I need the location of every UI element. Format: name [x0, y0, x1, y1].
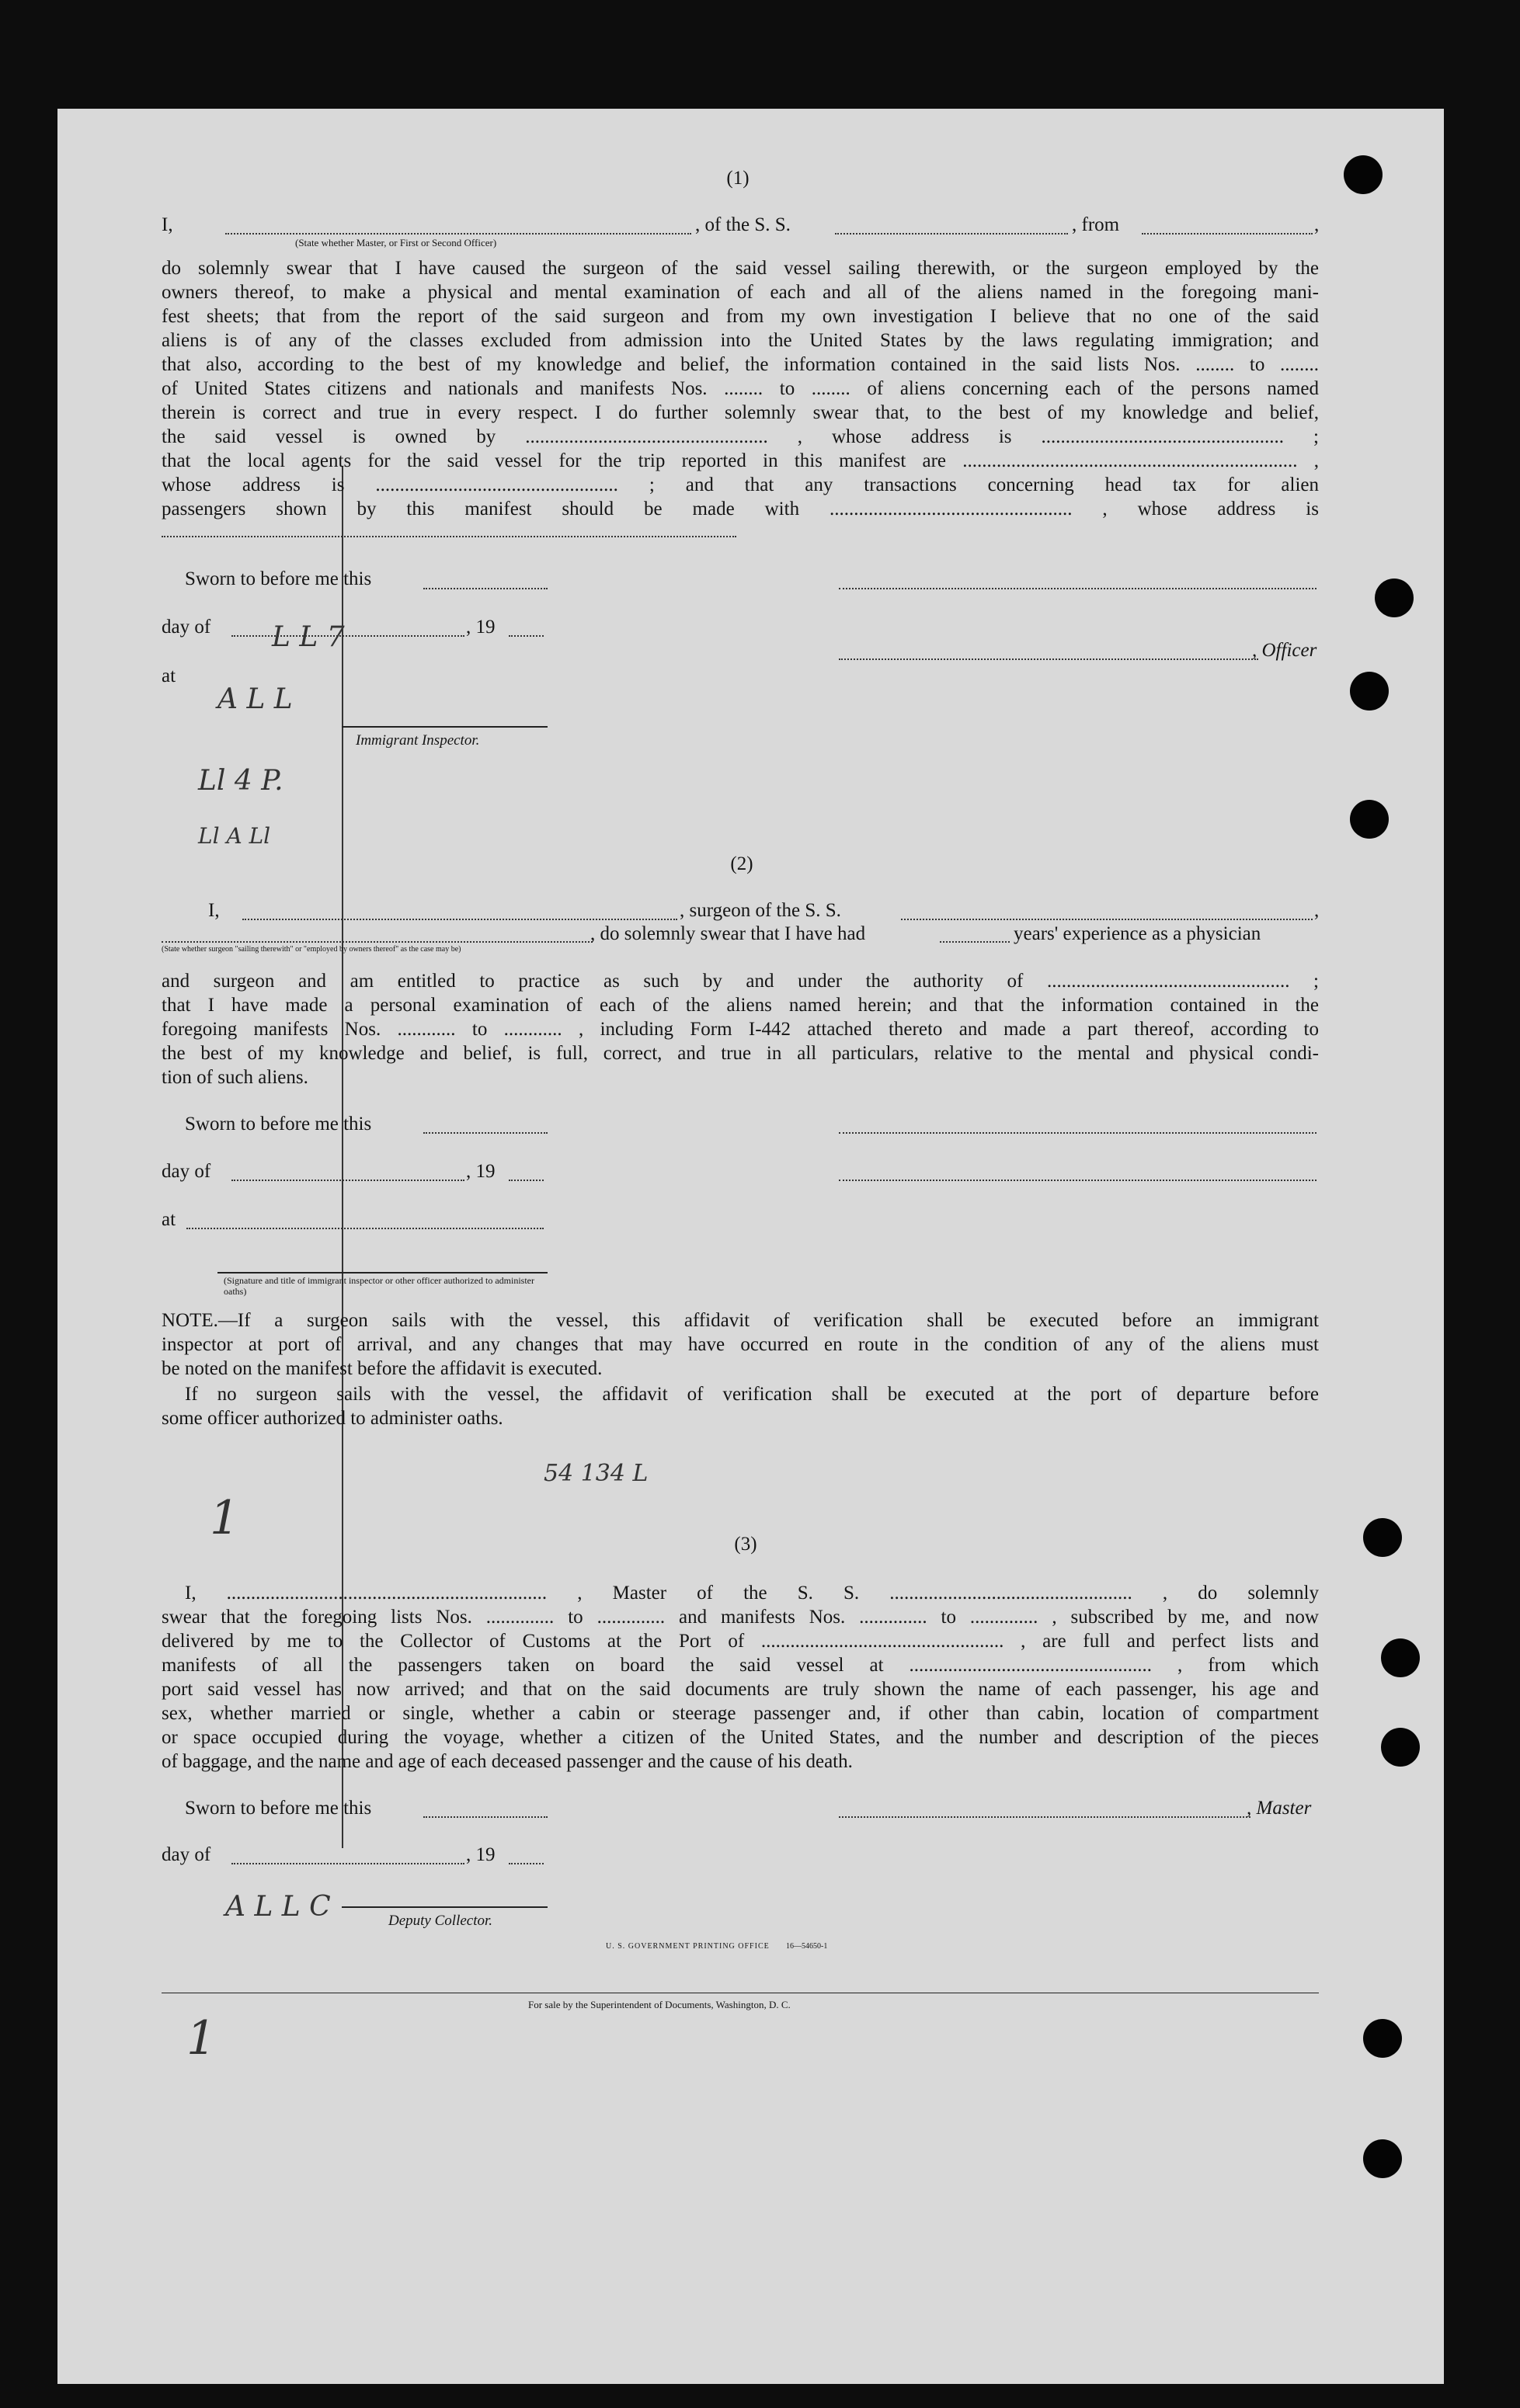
affidavit3-line: manifests of all the passengers taken on board the said vessel at .................................................. , from which — [162, 1655, 1319, 1676]
surgeon-status-blank[interactable] — [162, 941, 593, 943]
affidavit2-comma: , — [1314, 900, 1320, 921]
affidavit1-line: that also, according to the best of my knowledge and belief, the information contained in the said lists Nos. ........ to ........ — [162, 354, 1319, 375]
year-label: , 19 — [466, 1844, 496, 1865]
form-code: 16—54650-1 — [786, 1942, 828, 1951]
handwritten-note: Ll A Ll — [198, 823, 271, 849]
surgeon-vessel-blank[interactable] — [901, 919, 1313, 920]
affidavit3-line: delivered by me to the Collector of Customs at the Port of .................................................. , are full and perfect lists and — [162, 1631, 1319, 1652]
section-number-1: (1) — [726, 168, 750, 189]
handwritten-note: 1 — [186, 2011, 217, 2066]
officer-signature-line — [217, 1272, 548, 1273]
affidavit1-line: aliens is of any of the classes excluded from admission into the United States by the laws regulating immigration; and — [162, 330, 1319, 351]
officer-signature-blank[interactable] — [839, 588, 1317, 589]
affidavit3-line: or space occupied during the voyage, whether a citizen of the United States, and the number and description of the pieces — [162, 1727, 1319, 1748]
vessel-name-blank[interactable] — [835, 233, 1068, 235]
affidavit1-from: , from — [1072, 214, 1120, 235]
sworn-date-blank[interactable] — [423, 588, 548, 589]
master-label: , Master — [1247, 1798, 1312, 1819]
binder-hole — [1375, 579, 1414, 617]
sworn-date-blank[interactable] — [423, 1132, 548, 1134]
affidavit2-line: tion of such aliens. — [162, 1067, 308, 1088]
handwritten-note: 1 — [210, 1491, 240, 1545]
from-port-blank[interactable] — [1142, 233, 1313, 235]
binder-hole — [1363, 2019, 1402, 2058]
inspector-note: (Signature and title of immigrant inspector or other officer authorized to administer oaths) — [224, 1275, 534, 1297]
binder-hole — [1344, 155, 1383, 194]
inspector-title: Immigrant Inspector. — [356, 732, 480, 749]
sworn-date-blank[interactable] — [423, 1816, 548, 1818]
affidavit3-line: port said vessel has now arrived; and that on the said documents are truly shown the name of each passenger, his age and — [162, 1679, 1319, 1700]
officer-title-blank[interactable] — [839, 658, 1258, 660]
month-blank[interactable] — [231, 1863, 464, 1864]
day-of-label: day of — [162, 1844, 211, 1865]
year-label: , 19 — [466, 1161, 496, 1182]
handwritten-note: Ll 4 P. — [198, 765, 283, 797]
affidavit1-ss: , of the S. S. — [695, 214, 791, 235]
handwritten-note: L L 7 — [272, 621, 345, 653]
sale-notice: For sale by the Superintendent of Documents, Washington, D. C. — [528, 1999, 791, 2010]
affidavit1-line: owners thereof, to make a physical and mental examination of each and all of the aliens named in the foregoing mani- — [162, 282, 1319, 303]
affidavit1-line: whose address is .................................................. ; and that any transactions concerning head tax for alien — [162, 474, 1319, 495]
surgeon-note: (State whether surgeon "sailing therewith" or "employed by owners thereof" as the case may be) — [162, 945, 461, 954]
binder-hole — [1350, 672, 1389, 711]
collector-signature-line — [342, 1906, 548, 1908]
affidavit3-line: of baggage, and the name and age of each deceased passenger and the cause of his death. — [162, 1751, 853, 1772]
year-blank[interactable] — [509, 635, 544, 637]
affidavit1-line: do solemnly swear that I have caused the surgeon of the said vessel sailing therewith, or the surgeon employed by the — [162, 258, 1319, 279]
affidavit1-line: therein is correct and true in every respect. I do further solemnly swear that, to the best of my knowledge and belief, — [162, 402, 1319, 423]
note-line: be noted on the manifest before the affidavit is executed. — [162, 1358, 603, 1379]
handwritten-note: 54 134 L — [544, 1460, 649, 1487]
sworn-label: Sworn to before me this — [185, 1114, 372, 1135]
affidavit3-line: swear that the foregoing lists Nos. .............. to .............. and manifests Nos. .............. to .............. , subscribed by me, and now — [162, 1607, 1319, 1628]
affidavit1-line: the said vessel is owned by .................................................. , whose address is .................................................. ; — [162, 426, 1319, 447]
surgeon-signature-blank[interactable] — [839, 1132, 1317, 1134]
month-blank[interactable] — [231, 1180, 464, 1181]
at-label: at — [162, 665, 176, 686]
affidavit2-line: that I have made a personal examination of each of the aliens named herein; and that the information contained in the — [162, 995, 1319, 1016]
collector-title: Deputy Collector. — [388, 1913, 493, 1929]
affidavit2-line: and surgeon and am entitled to practice as such by and under the authority of .................................................. ; — [162, 971, 1319, 992]
affidavit2-line: foregoing manifests Nos. ............ to ............ , including Form I-442 attached thereto and made a part thereof, according to — [162, 1019, 1319, 1040]
printing-office: U. S. GOVERNMENT PRINTING OFFICE — [606, 1942, 770, 1951]
binder-hole — [1350, 800, 1389, 839]
at-label: at — [162, 1209, 176, 1230]
address-continuation-blank[interactable] — [162, 536, 736, 537]
section-number-3: (3) — [734, 1534, 757, 1555]
master-signature-blank[interactable] — [839, 1816, 1250, 1818]
affidavit2-swear: , do solemnly swear that I have had — [590, 923, 866, 944]
affidavit3-line: I, .................................................................. , Master of the S. S. .................................................. , do solemnly — [185, 1583, 1319, 1604]
handwritten-note: A L L — [217, 683, 293, 715]
affidavit2-i: I, — [208, 900, 220, 921]
affidavit1-i: I, — [162, 214, 173, 235]
note-line: some officer authorized to administer oaths. — [162, 1408, 503, 1429]
binder-hole — [1363, 1518, 1402, 1557]
affidavit2-line: the best of my knowledge and belief, is full, correct, and true in all particulars, relative to the mental and physical condi- — [162, 1043, 1319, 1064]
sworn-label: Sworn to before me this — [185, 1798, 372, 1819]
day-of-label: day of — [162, 1161, 211, 1182]
sworn-label: Sworn to before me this — [185, 568, 372, 589]
years-blank[interactable] — [940, 941, 1010, 943]
section-number-2: (2) — [730, 853, 753, 874]
year-blank[interactable] — [509, 1180, 544, 1181]
officer-label: , Officer — [1252, 640, 1317, 661]
binder-hole — [1363, 2139, 1402, 2178]
affidavit1-comma: , — [1314, 214, 1320, 235]
month-blank[interactable] — [231, 635, 464, 637]
binder-hole — [1381, 1638, 1420, 1677]
place-blank[interactable] — [186, 1228, 544, 1229]
inspector-signature-line — [342, 726, 548, 728]
handwritten-note: A L L C — [225, 1891, 331, 1923]
year-blank[interactable] — [509, 1863, 544, 1864]
binder-hole — [1381, 1728, 1420, 1767]
officer-note: (State whether Master, or First or Second Officer) — [295, 237, 497, 248]
surgeon-title-blank[interactable] — [839, 1180, 1317, 1181]
year-label: , 19 — [466, 617, 496, 638]
affidavit2-experience: years' experience as a physician — [1014, 923, 1261, 944]
affidavit1-line: passengers shown by this manifest should be made with .................................................. , whose address is — [162, 499, 1319, 519]
day-of-label: day of — [162, 617, 211, 638]
affidavit1-line: fest sheets; that from the report of the said surgeon and from my own investigation I believe that no one of the said — [162, 306, 1319, 327]
affidavit2-ss: , surgeon of the S. S. — [680, 900, 841, 921]
note-line: NOTE.—If a surgeon sails with the vessel, this affidavit of verification shall be executed before an immigrant — [162, 1310, 1319, 1331]
note-line: If no surgeon sails with the vessel, the affidavit of verification shall be executed at the port of departure before — [185, 1384, 1319, 1405]
affidavit1-line: that the local agents for the said vessel for the trip reported in this manifest are ..................................................................... , — [162, 450, 1319, 471]
note-line: inspector at port of arrival, and any changes that may have occurred en route in the condition of any of the aliens must — [162, 1334, 1319, 1355]
affidavit3-line: sex, whether married or single, whether a cabin or steerage passenger and, if other than cabin, location of compartment — [162, 1703, 1319, 1724]
officer-name-blank[interactable] — [225, 233, 691, 235]
affidavit1-line: of United States citizens and nationals and manifests Nos. ........ to ........ of aliens concerning each of the persons named — [162, 378, 1319, 399]
surgeon-name-blank[interactable] — [242, 919, 677, 920]
